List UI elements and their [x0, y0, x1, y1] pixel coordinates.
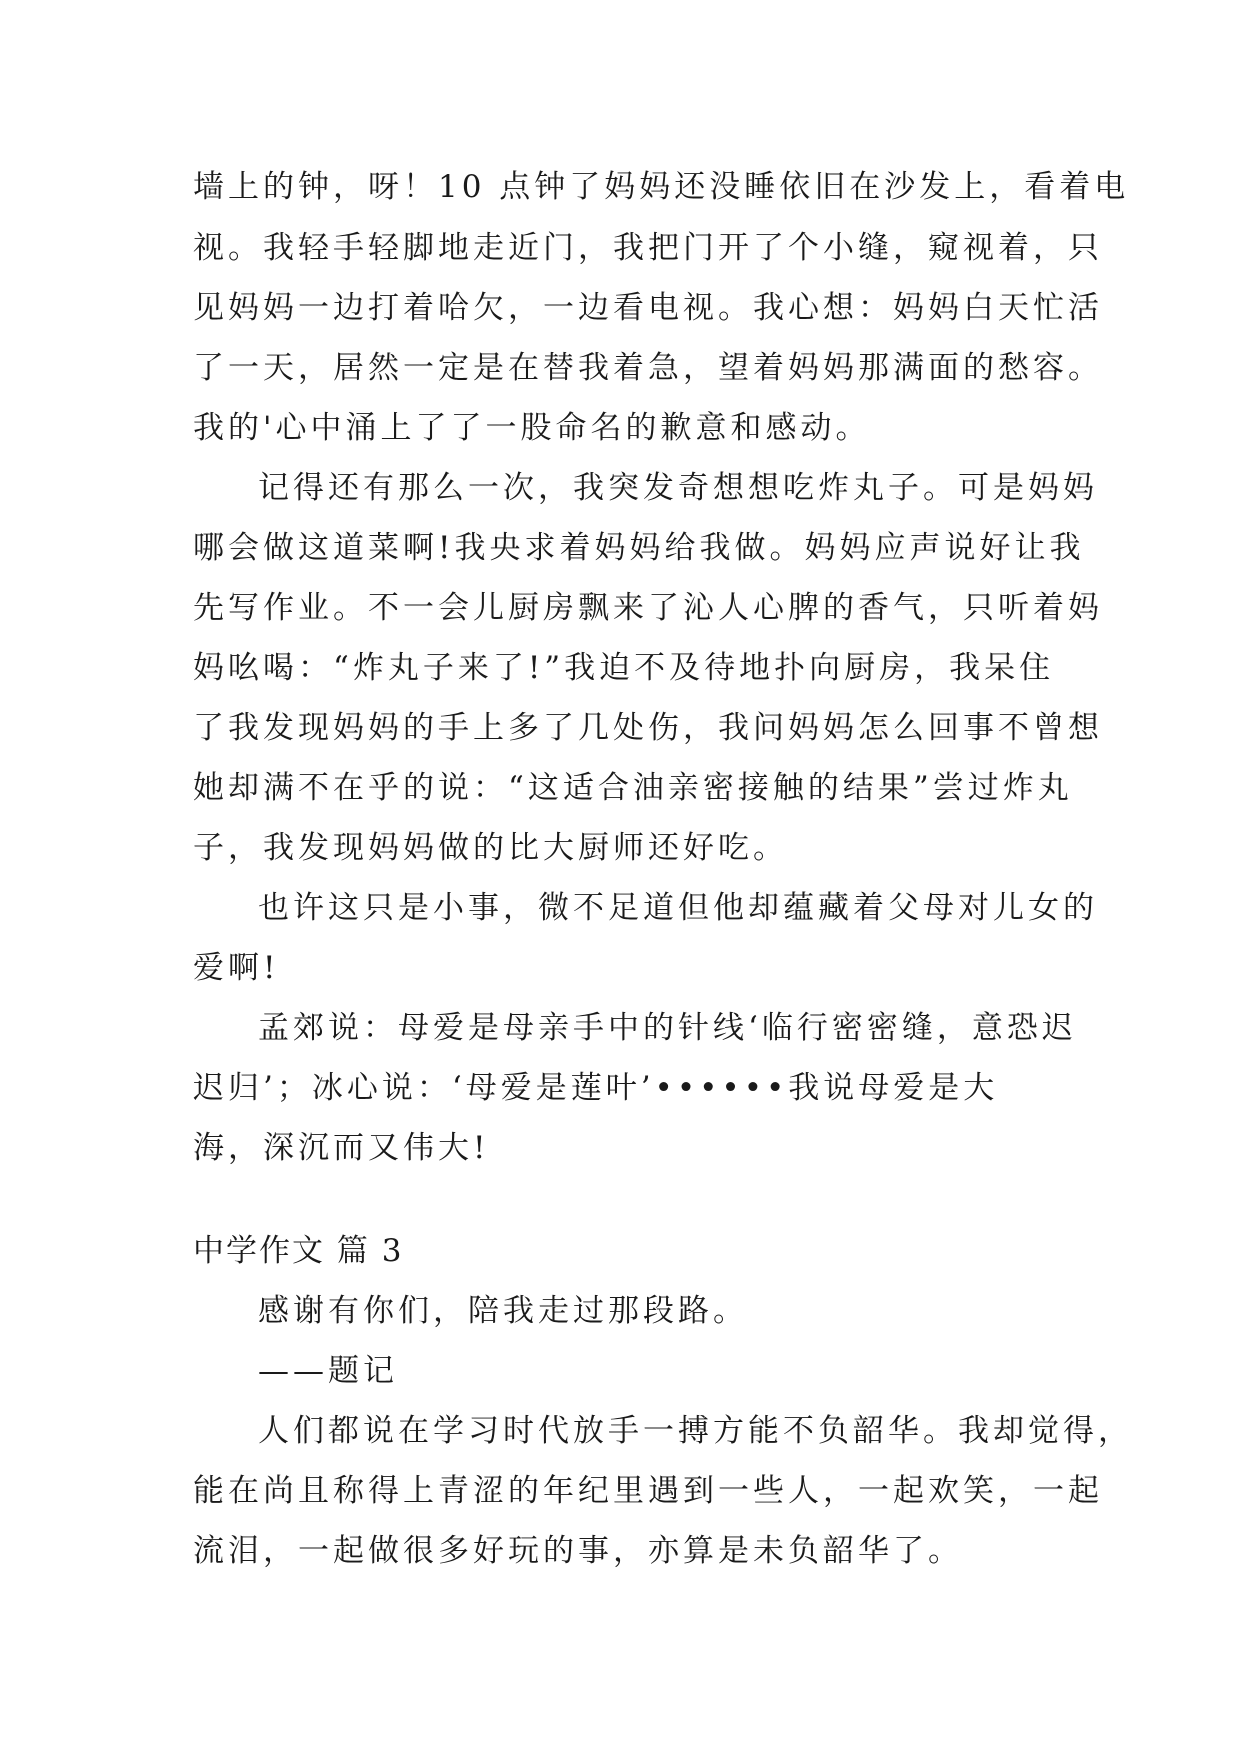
text-line: 她却满不在乎的说：“这适合油亲密接触的结果”尝过炸丸	[193, 770, 1073, 806]
text-line: 妈吆喝：“炸丸子来了!”我迫不及待地扑向厨房，我呆住	[193, 650, 1055, 686]
text-line: 迟归’；冰心说：‘母爱是莲叶’••••••我说母爱是大	[193, 1070, 999, 1106]
text-line: 了一天，居然一定是在替我着急，望着妈妈那满面的愁容。	[193, 350, 1103, 386]
text-line: 流泪，一起做很多好玩的事，亦算是未负韶华了。	[193, 1533, 963, 1569]
section-heading: 中学作文 篇 3	[193, 1233, 404, 1269]
text-line: 能在尚且称得上青涩的年纪里遇到一些人，一起欢笑，一起	[193, 1473, 1103, 1509]
text-line: 我的'心中涌上了了一股命名的歉意和感动。	[193, 410, 871, 446]
paragraph-start-line: 人们都说在学习时代放手一搏方能不负韶华。我却觉得，	[258, 1413, 1133, 1449]
text-line: 先写作业。不一会儿厨房飘来了沁人心脾的香气，只听着妈	[193, 590, 1103, 626]
text-line: 墙上的钟，呀！10 点钟了妈妈还没睡依旧在沙发上，看着电	[193, 169, 1130, 205]
text-line: 视。我轻手轻脚地走近门，我把门开了个小缝，窥视着，只	[193, 230, 1103, 266]
inscription-line: ——题记	[258, 1353, 398, 1389]
paragraph-start-line: 记得还有那么一次，我突发奇想想吃炸丸子。可是妈妈	[258, 470, 1098, 506]
paragraph-start-line: 感谢有你们，陪我走过那段路。	[258, 1293, 748, 1329]
text-line: 了我发现妈妈的手上多了几处伤，我问妈妈怎么回事不曾想	[193, 710, 1103, 746]
text-line: 爱啊!	[193, 950, 280, 986]
text-line: 海，深沉而又伟大!	[193, 1130, 490, 1166]
paragraph-start-line: 也许这只是小事，微不足道但他却蕴藏着父母对儿女的	[258, 890, 1098, 926]
text-line: 见妈妈一边打着哈欠，一边看电视。我心想：妈妈白天忙活	[193, 290, 1103, 326]
paragraph-start-line: 孟郊说：母爱是母亲手中的针线‘临行密密缝，意恐迟	[258, 1010, 1077, 1046]
text-line: 子，我发现妈妈做的比大厨师还好吃。	[193, 830, 788, 866]
text-line: 哪会做这道菜啊!我央求着妈妈给我做。妈妈应声说好让我	[193, 530, 1085, 566]
